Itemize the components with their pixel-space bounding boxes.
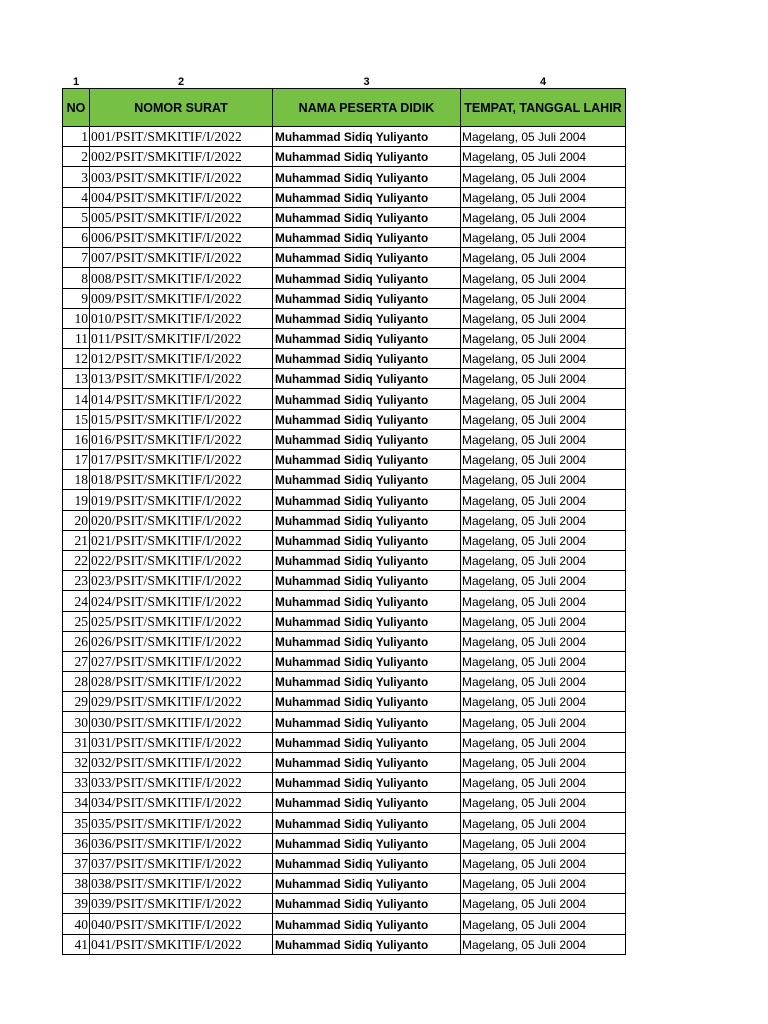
table-row	[63, 873, 626, 893]
table-row	[63, 853, 626, 873]
cell-no[interactable]: 14	[63, 389, 90, 409]
table-row	[63, 712, 626, 732]
cell-nama[interactable]: Muhammad Sidiq Yuliyanto	[273, 712, 461, 732]
table-row	[63, 773, 626, 793]
table-row	[63, 369, 626, 389]
cell-tempat-tanggal-lahir[interactable]: Magelang, 05 Juli 2004	[461, 328, 626, 348]
column-number: 3	[363, 76, 370, 88]
cell-nomor-surat[interactable]: 005/PSIT/SMKITIF/I/2022	[90, 207, 273, 227]
cell-nama[interactable]: Muhammad Sidiq Yuliyanto	[273, 207, 461, 227]
cell-no[interactable]: 39	[63, 894, 90, 914]
cell-nomor-surat[interactable]: 037/PSIT/SMKITIF/I/2022	[90, 853, 273, 873]
cell-no[interactable]: 32	[63, 752, 90, 772]
cell-tempat-tanggal-lahir[interactable]: Magelang, 05 Juli 2004	[461, 530, 626, 550]
cell-nama[interactable]: Muhammad Sidiq Yuliyanto	[273, 631, 461, 651]
cell-no[interactable]: 18	[63, 470, 90, 490]
table-row	[63, 651, 626, 671]
cell-nama[interactable]: Muhammad Sidiq Yuliyanto	[273, 429, 461, 449]
table-row	[63, 934, 626, 954]
cell-nomor-surat[interactable]: 011/PSIT/SMKITIF/I/2022	[90, 328, 273, 348]
cell-tempat-tanggal-lahir[interactable]: Magelang, 05 Juli 2004	[461, 631, 626, 651]
cell-nama[interactable]: Muhammad Sidiq Yuliyanto	[273, 147, 461, 167]
cell-no[interactable]: 38	[63, 873, 90, 893]
column-number: 4	[539, 76, 547, 88]
cell-tempat-tanggal-lahir[interactable]: Magelang, 05 Juli 2004	[461, 409, 626, 429]
cell-nomor-surat[interactable]: 001/PSIT/SMKITIF/I/2022	[90, 127, 273, 147]
cell-tempat-tanggal-lahir[interactable]: Magelang, 05 Juli 2004	[461, 571, 626, 591]
table-row	[63, 571, 626, 591]
table-row	[63, 328, 626, 348]
cell-nama[interactable]: Muhammad Sidiq Yuliyanto	[273, 914, 461, 934]
cell-tempat-tanggal-lahir[interactable]: Magelang, 05 Juli 2004	[461, 813, 626, 833]
cell-nomor-surat[interactable]: 021/PSIT/SMKITIF/I/2022	[90, 530, 273, 550]
table-row	[63, 470, 626, 490]
cell-no[interactable]: 31	[63, 732, 90, 752]
cell-nama[interactable]: Muhammad Sidiq Yuliyanto	[273, 611, 461, 631]
table-row	[63, 409, 626, 429]
cell-nomor-surat[interactable]: 031/PSIT/SMKITIF/I/2022	[90, 732, 273, 752]
cell-nomor-surat[interactable]: 036/PSIT/SMKITIF/I/2022	[90, 833, 273, 853]
cell-tempat-tanggal-lahir[interactable]: Magelang, 05 Juli 2004	[461, 429, 626, 449]
cell-nomor-surat[interactable]: 018/PSIT/SMKITIF/I/2022	[90, 470, 273, 490]
cell-nama[interactable]: Muhammad Sidiq Yuliyanto	[273, 409, 461, 429]
table-row	[63, 167, 626, 187]
cell-no[interactable]: 7	[63, 248, 90, 268]
cell-no[interactable]: 35	[63, 813, 90, 833]
cell-nama[interactable]: Muhammad Sidiq Yuliyanto	[273, 268, 461, 288]
table-row	[63, 147, 626, 167]
cell-nama[interactable]: Muhammad Sidiq Yuliyanto	[273, 692, 461, 712]
cell-no[interactable]: 5	[63, 207, 90, 227]
table-row	[63, 510, 626, 530]
cell-tempat-tanggal-lahir[interactable]: Magelang, 05 Juli 2004	[461, 288, 626, 308]
cell-tempat-tanggal-lahir[interactable]: Magelang, 05 Juli 2004	[461, 349, 626, 369]
cell-tempat-tanggal-lahir[interactable]: Magelang, 05 Juli 2004	[461, 833, 626, 853]
table-row	[63, 793, 626, 813]
table-row	[63, 591, 626, 611]
cell-tempat-tanggal-lahir[interactable]: Magelang, 05 Juli 2004	[461, 793, 626, 813]
table-row	[63, 550, 626, 570]
cell-no[interactable]: 27	[63, 651, 90, 671]
cell-no[interactable]: 22	[63, 550, 90, 570]
cell-nama[interactable]: Muhammad Sidiq Yuliyanto	[273, 308, 461, 328]
cell-no[interactable]: 34	[63, 793, 90, 813]
cell-nama[interactable]: Muhammad Sidiq Yuliyanto	[273, 288, 461, 308]
cell-nomor-surat[interactable]: 003/PSIT/SMKITIF/I/2022	[90, 167, 273, 187]
table-row	[63, 268, 626, 288]
cell-nama[interactable]: Muhammad Sidiq Yuliyanto	[273, 934, 461, 954]
cell-nomor-surat[interactable]: 017/PSIT/SMKITIF/I/2022	[90, 450, 273, 470]
column-number: 2	[177, 76, 185, 88]
table-row	[63, 389, 626, 409]
cell-nomor-surat[interactable]: 024/PSIT/SMKITIF/I/2022	[90, 591, 273, 611]
cell-tempat-tanggal-lahir[interactable]: Magelang, 05 Juli 2004	[461, 692, 626, 712]
cell-no[interactable]: 28	[63, 672, 90, 692]
cell-tempat-tanggal-lahir[interactable]: Magelang, 05 Juli 2004	[461, 268, 626, 288]
cell-tempat-tanggal-lahir[interactable]: Magelang, 05 Juli 2004	[461, 672, 626, 692]
table-row	[63, 530, 626, 550]
cell-no[interactable]: 36	[63, 833, 90, 853]
cell-nomor-surat[interactable]: 020/PSIT/SMKITIF/I/2022	[90, 510, 273, 530]
cell-no[interactable]: 24	[63, 591, 90, 611]
cell-no[interactable]: 23	[63, 571, 90, 591]
cell-nama[interactable]: Muhammad Sidiq Yuliyanto	[273, 389, 461, 409]
cell-nama[interactable]: Muhammad Sidiq Yuliyanto	[273, 773, 461, 793]
cell-no[interactable]: 26	[63, 631, 90, 651]
table-row	[63, 450, 626, 470]
table-row	[63, 692, 626, 712]
table-row	[63, 349, 626, 369]
cell-tempat-tanggal-lahir[interactable]: Magelang, 05 Juli 2004	[461, 167, 626, 187]
cell-no[interactable]: 16	[63, 429, 90, 449]
table-row	[63, 752, 626, 772]
cell-tempat-tanggal-lahir[interactable]: Magelang, 05 Juli 2004	[461, 227, 626, 247]
cell-no[interactable]: 40	[63, 914, 90, 934]
cell-nama[interactable]: Muhammad Sidiq Yuliyanto	[273, 510, 461, 530]
cell-nomor-surat[interactable]: 012/PSIT/SMKITIF/I/2022	[90, 349, 273, 369]
cell-nomor-surat[interactable]: 039/PSIT/SMKITIF/I/2022	[90, 894, 273, 914]
cell-nomor-surat[interactable]: 032/PSIT/SMKITIF/I/2022	[90, 752, 273, 772]
cell-no[interactable]: 37	[63, 853, 90, 873]
cell-nama[interactable]: Muhammad Sidiq Yuliyanto	[273, 651, 461, 671]
cell-nomor-surat[interactable]: 014/PSIT/SMKITIF/I/2022	[90, 389, 273, 409]
cell-tempat-tanggal-lahir[interactable]: Magelang, 05 Juli 2004	[461, 853, 626, 873]
cell-nama[interactable]: Muhammad Sidiq Yuliyanto	[273, 490, 461, 510]
table-row	[63, 127, 626, 147]
cell-no[interactable]: 41	[63, 934, 90, 954]
cell-tempat-tanggal-lahir[interactable]: Magelang, 05 Juli 2004	[461, 651, 626, 671]
cell-nomor-surat[interactable]: 033/PSIT/SMKITIF/I/2022	[90, 773, 273, 793]
table-row	[63, 813, 626, 833]
cell-nama[interactable]: Muhammad Sidiq Yuliyanto	[273, 793, 461, 813]
cell-nama[interactable]: Muhammad Sidiq Yuliyanto	[273, 672, 461, 692]
cell-no[interactable]: 13	[63, 369, 90, 389]
cell-no[interactable]: 33	[63, 773, 90, 793]
cell-nomor-surat[interactable]: 026/PSIT/SMKITIF/I/2022	[90, 631, 273, 651]
cell-nomor-surat[interactable]: 015/PSIT/SMKITIF/I/2022	[90, 409, 273, 429]
cell-nama[interactable]: Muhammad Sidiq Yuliyanto	[273, 227, 461, 247]
table-row	[63, 227, 626, 247]
cell-nomor-surat[interactable]: 029/PSIT/SMKITIF/I/2022	[90, 692, 273, 712]
cell-nomor-surat[interactable]: 035/PSIT/SMKITIF/I/2022	[90, 813, 273, 833]
cell-nomor-surat[interactable]: 027/PSIT/SMKITIF/I/2022	[90, 651, 273, 671]
cell-tempat-tanggal-lahir[interactable]: Magelang, 05 Juli 2004	[461, 611, 626, 631]
cell-nama[interactable]: Muhammad Sidiq Yuliyanto	[273, 167, 461, 187]
cell-nomor-surat[interactable]: 004/PSIT/SMKITIF/I/2022	[90, 187, 273, 207]
header-tempat-tanggal-lahir[interactable]: TEMPAT, TANGGAL LAHIR	[461, 89, 626, 127]
cell-nama[interactable]: Muhammad Sidiq Yuliyanto	[273, 187, 461, 207]
cell-nomor-surat[interactable]: 016/PSIT/SMKITIF/I/2022	[90, 429, 273, 449]
table-row	[63, 248, 626, 268]
cell-tempat-tanggal-lahir[interactable]: Magelang, 05 Juli 2004	[461, 732, 626, 752]
cell-nama[interactable]: Muhammad Sidiq Yuliyanto	[273, 470, 461, 490]
cell-tempat-tanggal-lahir[interactable]: Magelang, 05 Juli 2004	[461, 752, 626, 772]
table-row	[63, 631, 626, 651]
cell-no[interactable]: 9	[63, 288, 90, 308]
cell-nama[interactable]: Muhammad Sidiq Yuliyanto	[273, 248, 461, 268]
table-row	[63, 308, 626, 328]
cell-tempat-tanggal-lahir[interactable]: Magelang, 05 Juli 2004	[461, 591, 626, 611]
cell-tempat-tanggal-lahir[interactable]: Magelang, 05 Juli 2004	[461, 127, 626, 147]
cell-nama[interactable]: Muhammad Sidiq Yuliyanto	[273, 853, 461, 873]
cell-no[interactable]: 12	[63, 349, 90, 369]
cell-nomor-surat[interactable]: 007/PSIT/SMKITIF/I/2022	[90, 248, 273, 268]
table-row	[63, 833, 626, 853]
table-row	[63, 288, 626, 308]
cell-nomor-surat[interactable]: 034/PSIT/SMKITIF/I/2022	[90, 793, 273, 813]
table-row	[63, 611, 626, 631]
cell-no[interactable]: 3	[63, 167, 90, 187]
cell-tempat-tanggal-lahir[interactable]: Magelang, 05 Juli 2004	[461, 187, 626, 207]
cell-no[interactable]: 11	[63, 328, 90, 348]
cell-nama[interactable]: Muhammad Sidiq Yuliyanto	[273, 369, 461, 389]
table-row	[63, 187, 626, 207]
cell-nomor-surat[interactable]: 041/PSIT/SMKITIF/I/2022	[90, 934, 273, 954]
cell-no[interactable]: 1	[63, 127, 90, 147]
cell-tempat-tanggal-lahir[interactable]: Magelang, 05 Juli 2004	[461, 248, 626, 268]
cell-nomor-surat[interactable]: 006/PSIT/SMKITIF/I/2022	[90, 227, 273, 247]
cell-no[interactable]: 25	[63, 611, 90, 631]
cell-nomor-surat[interactable]: 023/PSIT/SMKITIF/I/2022	[90, 571, 273, 591]
cell-no[interactable]: 2	[63, 147, 90, 167]
cell-nama[interactable]: Muhammad Sidiq Yuliyanto	[273, 550, 461, 570]
cell-no[interactable]: 4	[63, 187, 90, 207]
cell-nama[interactable]: Muhammad Sidiq Yuliyanto	[273, 530, 461, 550]
cell-tempat-tanggal-lahir[interactable]: Magelang, 05 Juli 2004	[461, 873, 626, 893]
cell-nama[interactable]: Muhammad Sidiq Yuliyanto	[273, 833, 461, 853]
cell-tempat-tanggal-lahir[interactable]: Magelang, 05 Juli 2004	[461, 773, 626, 793]
cell-nomor-surat[interactable]: 025/PSIT/SMKITIF/I/2022	[90, 611, 273, 631]
cell-no[interactable]: 8	[63, 268, 90, 288]
cell-no[interactable]: 6	[63, 227, 90, 247]
cell-no[interactable]: 10	[63, 308, 90, 328]
cell-nama[interactable]: Muhammad Sidiq Yuliyanto	[273, 894, 461, 914]
cell-nomor-surat[interactable]: 028/PSIT/SMKITIF/I/2022	[90, 672, 273, 692]
cell-no[interactable]: 29	[63, 692, 90, 712]
cell-nomor-surat[interactable]: 040/PSIT/SMKITIF/I/2022	[90, 914, 273, 934]
cell-nomor-surat[interactable]: 002/PSIT/SMKITIF/I/2022	[90, 147, 273, 167]
cell-nama[interactable]: Muhammad Sidiq Yuliyanto	[273, 127, 461, 147]
table-row	[63, 732, 626, 752]
header-row	[63, 89, 626, 127]
cell-no[interactable]: 30	[63, 712, 90, 732]
cell-tempat-tanggal-lahir[interactable]: Magelang, 05 Juli 2004	[461, 934, 626, 954]
spreadsheet-sheet	[62, 72, 626, 955]
cell-tempat-tanggal-lahir[interactable]: Magelang, 05 Juli 2004	[461, 369, 626, 389]
cell-no[interactable]: 21	[63, 530, 90, 550]
table-row	[63, 894, 626, 914]
cell-no[interactable]: 17	[63, 450, 90, 470]
cell-tempat-tanggal-lahir[interactable]: Magelang, 05 Juli 2004	[461, 894, 626, 914]
cell-tempat-tanggal-lahir[interactable]: Magelang, 05 Juli 2004	[461, 712, 626, 732]
cell-nama[interactable]: Muhammad Sidiq Yuliyanto	[273, 349, 461, 369]
table-row	[63, 914, 626, 934]
cell-nomor-surat[interactable]: 010/PSIT/SMKITIF/I/2022	[90, 308, 273, 328]
cell-nama[interactable]: Muhammad Sidiq Yuliyanto	[273, 813, 461, 833]
cell-nomor-surat[interactable]: 008/PSIT/SMKITIF/I/2022	[90, 268, 273, 288]
cell-tempat-tanggal-lahir[interactable]: Magelang, 05 Juli 2004	[461, 147, 626, 167]
cell-nama[interactable]: Muhammad Sidiq Yuliyanto	[273, 752, 461, 772]
header-nomor-surat[interactable]: NOMOR SURAT	[90, 89, 273, 127]
column-number: 1	[72, 76, 80, 88]
cell-no[interactable]: 20	[63, 510, 90, 530]
cell-tempat-tanggal-lahir[interactable]: Magelang, 05 Juli 2004	[461, 470, 626, 490]
cell-nomor-surat[interactable]: 013/PSIT/SMKITIF/I/2022	[90, 369, 273, 389]
cell-tempat-tanggal-lahir[interactable]: Magelang, 05 Juli 2004	[461, 914, 626, 934]
cell-nama[interactable]: Muhammad Sidiq Yuliyanto	[273, 732, 461, 752]
cell-nomor-surat[interactable]: 009/PSIT/SMKITIF/I/2022	[90, 288, 273, 308]
cell-nomor-surat[interactable]: 030/PSIT/SMKITIF/I/2022	[90, 712, 273, 732]
data-table	[62, 72, 626, 955]
table-row	[63, 207, 626, 227]
cell-tempat-tanggal-lahir[interactable]: Magelang, 05 Juli 2004	[461, 510, 626, 530]
cell-nama[interactable]: Muhammad Sidiq Yuliyanto	[273, 450, 461, 470]
cell-no[interactable]: 15	[63, 409, 90, 429]
header-nama-peserta-didik[interactable]: NAMA PESERTA DIDIK	[273, 89, 461, 127]
cell-nama[interactable]: Muhammad Sidiq Yuliyanto	[273, 591, 461, 611]
cell-tempat-tanggal-lahir[interactable]: Magelang, 05 Juli 2004	[461, 308, 626, 328]
header-no[interactable]: NO	[63, 89, 90, 127]
cell-nomor-surat[interactable]: 019/PSIT/SMKITIF/I/2022	[90, 490, 273, 510]
column-number-row	[63, 72, 626, 89]
cell-tempat-tanggal-lahir[interactable]: Magelang, 05 Juli 2004	[461, 389, 626, 409]
cell-nama[interactable]: Muhammad Sidiq Yuliyanto	[273, 328, 461, 348]
table-row	[63, 490, 626, 510]
cell-tempat-tanggal-lahir[interactable]: Magelang, 05 Juli 2004	[461, 550, 626, 570]
cell-nomor-surat[interactable]: 022/PSIT/SMKITIF/I/2022	[90, 550, 273, 570]
cell-nama[interactable]: Muhammad Sidiq Yuliyanto	[273, 873, 461, 893]
table-row	[63, 672, 626, 692]
cell-tempat-tanggal-lahir[interactable]: Magelang, 05 Juli 2004	[461, 207, 626, 227]
cell-tempat-tanggal-lahir[interactable]: Magelang, 05 Juli 2004	[461, 490, 626, 510]
table-row	[63, 429, 626, 449]
cell-tempat-tanggal-lahir[interactable]: Magelang, 05 Juli 2004	[461, 450, 626, 470]
cell-nama[interactable]: Muhammad Sidiq Yuliyanto	[273, 571, 461, 591]
cell-nomor-surat[interactable]: 038/PSIT/SMKITIF/I/2022	[90, 873, 273, 893]
cell-no[interactable]: 19	[63, 490, 90, 510]
